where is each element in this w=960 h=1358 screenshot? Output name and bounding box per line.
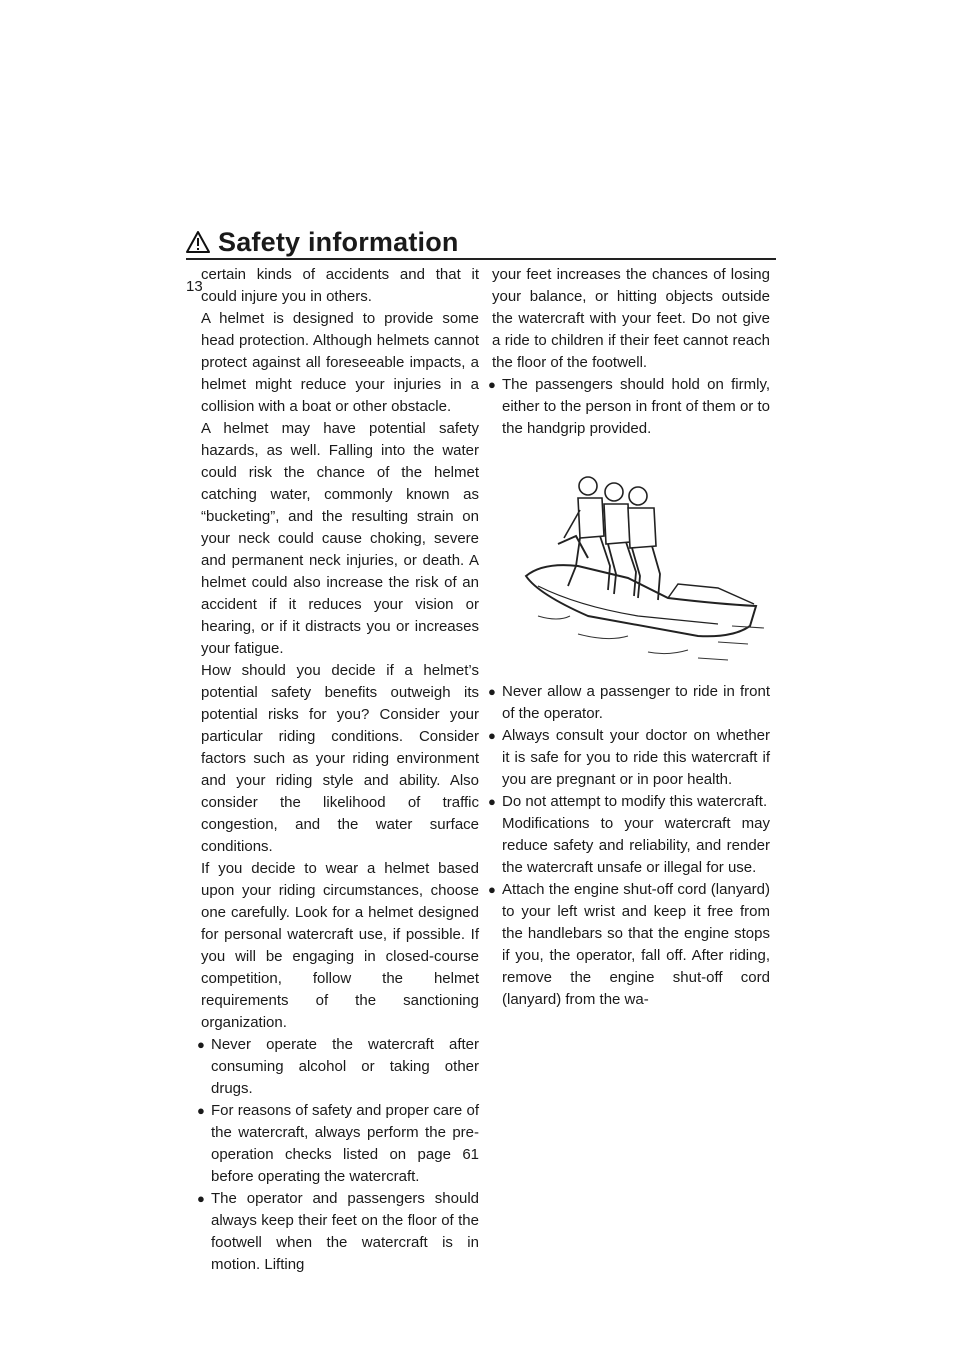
right-column [488, 264, 770, 1011]
bullet-icon: ● [488, 684, 496, 699]
list-item: ● Never operate the watercraft after consuming alcohol or taking other drugs. [197, 1036, 479, 1097]
list-item: ● The passengers should hold on firmly, either to the person in front of them or to the handgrip provided. [488, 376, 770, 437]
bullet-icon: ● [488, 882, 496, 897]
paragraph: A helmet may have potential safety hazards, as well. Falling into the water could risk the chance of the helmet catching water, commonly known as “bucketing”, and the resulting strain on your neck could cause choking, severe and permanent neck injuries, or death. A helmet could also increase the risk of an accident if it reduces your vision or hearing, or if it distracts you or increases your fatigue. [201, 420, 479, 657]
left-column [197, 264, 479, 1276]
bullet-icon: ● [197, 1191, 205, 1206]
list-item: ● The operator and passengers should always keep their feet on the floor of the footwell when the watercraft is in motion. Lifting [197, 1190, 479, 1273]
paragraph: certain kinds of accidents and that it could injure you in others. [201, 266, 479, 305]
list-item: ● Never allow a passenger to ride in front of the operator. [488, 683, 770, 722]
paragraph: If you decide to wear a helmet based upon your riding circumstances, choose one carefully. Look for a helmet designed for personal watercraft use, if possible. If you will be engaging in closed-course competition, follow the helmet requirements of the sanctioning organization. [201, 860, 479, 1031]
bullet-icon: ● [197, 1037, 205, 1052]
warning-triangle-icon [186, 230, 210, 254]
bullet-icon: ● [488, 794, 496, 809]
list-item: ● Always consult your doctor on whether it is safe for you to ride this watercraft if you are pregnant or in poor health. [488, 727, 770, 788]
modify-note: Modifications to your watercraft may reduce safety and reliability, and render the watercraft unsafe or illegal for use. [502, 815, 770, 876]
list-item: ● For reasons of safety and proper care of the watercraft, always perform the pre-operation checks listed on page 61 before operating the watercraft. [197, 1102, 479, 1185]
bullet-icon: ● [197, 1103, 205, 1118]
bullet-icon: ● [488, 728, 496, 743]
page-title: Safety information [218, 226, 459, 257]
page-header [186, 224, 776, 260]
paragraph: A helmet is designed to provide some head protection. Although helmets cannot protect against all foreseeable impacts, a helmet might reduce your injuries in a collision with a boat or other obstacle. [201, 310, 479, 415]
page-number: 13 [186, 278, 203, 295]
bullet-icon: ● [488, 377, 496, 392]
list-item: ● Do not attempt to modify this watercraft. [492, 791, 770, 813]
paragraph-continued: your feet increases the chances of losing your balance, or hitting objects outside the watercraft with your feet. Do not give a ride to children if their feet cannot reach the floor of the footwell. [492, 266, 770, 371]
watercraft-riders-illustration [518, 466, 766, 666]
paragraph: How should you decide if a helmet’s potential safety benefits outweigh its potential risks for you? Consider your particular riding conditions. Consider factors such as your riding environment and your riding style and ability. Also consider the likelihood of traffic congestion, and the water surface conditions. [201, 662, 479, 855]
list-item: ● Attach the engine shut-off cord (lanyard) to your left wrist and keep it free from the handlebars so that the engine stops if you, the operator, fall off. After riding, remove the engine shut-off cord (lanyard) from the wa- [488, 881, 770, 1008]
header-rule [186, 258, 776, 260]
